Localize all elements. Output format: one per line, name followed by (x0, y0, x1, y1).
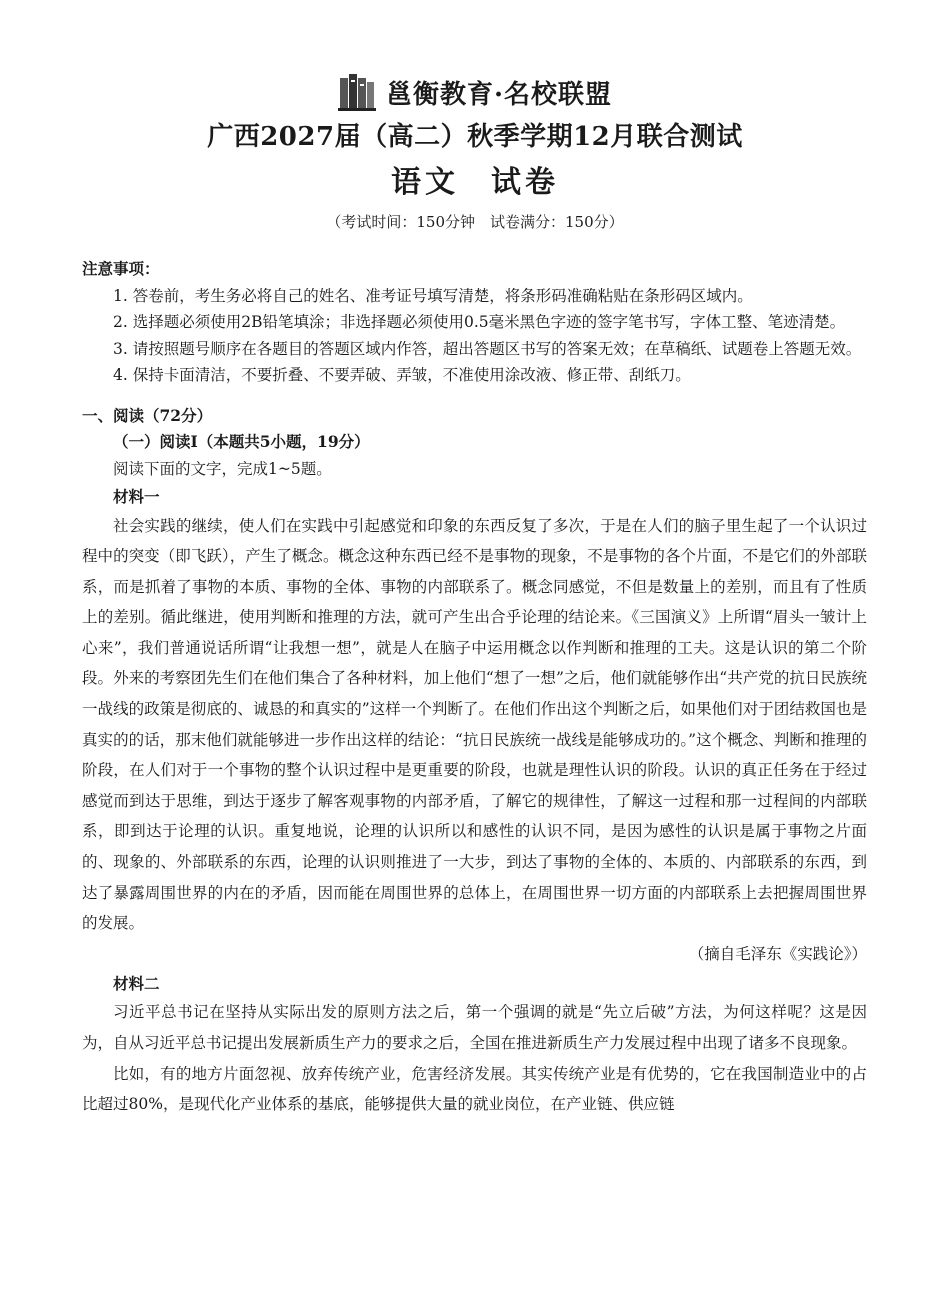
exam-title: 广西2027届（高二）秋季学期12月联合测试 (207, 122, 743, 152)
material1-text: 社会实践的继续，使人们在实践中引起感觉和印象的东西反复了多次，于是在人们的脑子里生起了一个认识过程中的突变（即飞跃），产生了概念。概念这种东西已经不是事物的现象，不是事物的各个片面，不是它们的外部联系，而是抓着了事物的本质、事物的全体、事物的内部联系了。概念同感觉，不但是数量上的差别，而且有了性质上的差别。循此继进，使用判断和推理的方法，就可产生出合乎论理的结论来。《三国演义》上所谓“眉头一皱计上心来”，我们普通说话所谓“让我想一想”，就是人在脑子中运用概念以作判断和推理的工夫。这是认识的第二个阶段。外来的考察团先生们在他们集合了各种材料，加上他们“想了一想”之后，他们就能够作出“共产党的抗日民族统一战线的政策是彻底的、诚恳的和真实的”这样一个判断了。在他们作出这个判断之后，如果他们对于团结救国也是真实的的话，那末他们就能够进一步作出这样的结论：“抗日民族统一战线是能够成功的。”这个概念、判断和推理的阶段，在人们对于一个事物的整个认识过程中是更重要的阶段，也就是理性认识的阶段。认识的真正任务在于经过感觉而到达于思维，到达于逐步了解客观事物的内部矛盾，了解它的规律性，了解这一过程和那一过程间的内部联系，即到达于论理的认识。重复地说，论理的认识所以和感性的认识不同，是因为感性的认识是属于事物之片面的、现象的、外部联系的东西，论理的认识则推进了一大步，到达了事物的全体的、本质的、内部联系的东西，到达了暴露周围世界的内在的矛盾，因而能在周围世界的总体上，在周围世界一切方面的内部联系上去把握周围世界的发展。 (82, 516, 867, 933)
note-item: 3. 请按照题号顺序在各题目的答题区域内作答，超出答题区书写的答案无效；在草稿纸、试题卷上答题无效。 (113, 339, 862, 358)
subject-name: 语文 (391, 165, 459, 200)
material2-paragraph: 习近平总书记在坚持从实际出发的原则方法之后，第一个强调的就是“先立后破”方法，为何这样呢？这是因为，自从习近平总书记提出发展新质生产力的要求之后，全国在推进新质生产力发展过程中出现了诸多不良现象。 (82, 1003, 867, 1052)
material2-title: 材料二 (113, 973, 160, 993)
material1-title: 材料一 (113, 487, 160, 506)
note-item: 2. 选择题必须使用2B铅笔填涂；非选择题必须使用0.5毫米黑色字迹的签字笔书写，字体工整、笔迹清楚。 (113, 313, 846, 331)
subject-title (0, 157, 950, 201)
reading-instruction: 阅读下面的文字，完成1~5题。 (113, 459, 332, 478)
exam-body (82, 256, 867, 1120)
brand-row (0, 70, 950, 114)
note-item: 4. 保持卡面清洁，不要折叠、不要弄破、弄皱，不准使用涂改液、修正带、刮纸刀。 (113, 366, 691, 384)
exam-meta: （考试时间：150分钟 试卷满分：150分） (326, 213, 624, 231)
notes-title: 注意事项： (82, 259, 160, 278)
note-item: 1. 答卷前，考生务必将自己的姓名、准考证号填写清楚，将条形码准确粘贴在条形码区域内。 (113, 286, 753, 305)
paper-label: 试卷 (491, 165, 559, 200)
exam-header (0, 70, 950, 232)
section-title: 一、阅读（72分） (82, 405, 213, 425)
material2-paragraph: 比如，有的地方片面忽视、放弃传统产业，危害经济发展。其实传统产业是有优势的，它在我国制造业中的占比超过80%，是现代化产业体系的基底，能够提供大量的就业岗位，在产业链、供应链 (82, 1064, 867, 1114)
subsection-title: （一）阅读Ⅰ（本题共5小题，19分） (113, 432, 370, 451)
brand-name: 邕衡教育·名校联盟 (385, 79, 613, 110)
material1-source: （摘自毛泽东《实践论》） (688, 944, 867, 963)
book-logo-icon (338, 72, 376, 112)
